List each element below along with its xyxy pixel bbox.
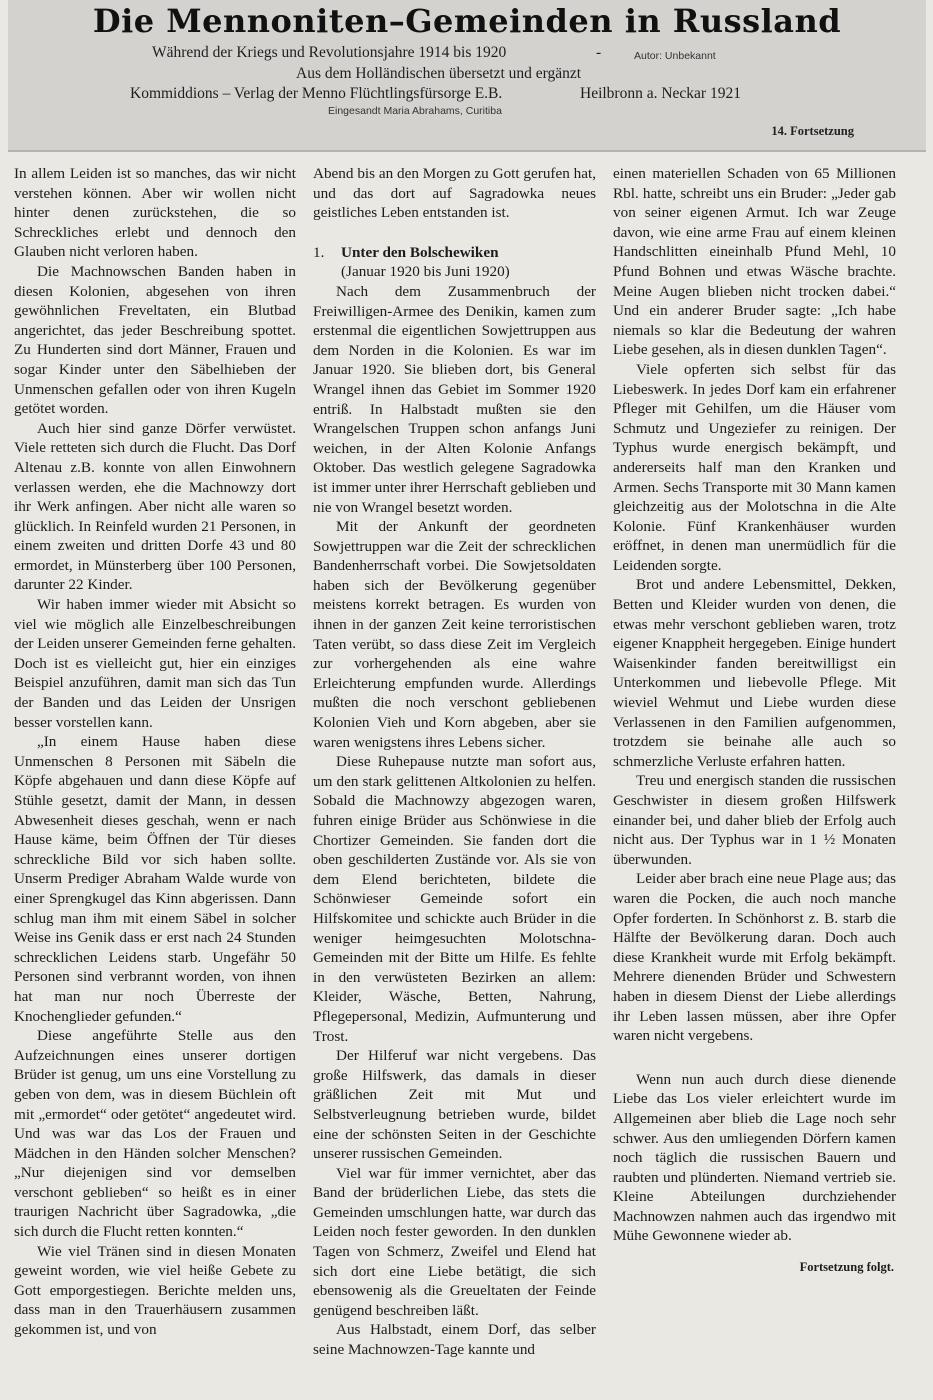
subtitle: Während der Kriegs und Revolutionsjahre 1914 bis 1920: [152, 44, 507, 61]
section-heading: [313, 243, 596, 263]
paragraph: Diese angeführte Stelle aus den Aufzeichnungen eines unserer dortigen Brüder ist genug, um uns eine Vorstellung zu geben von dem, was in diesem Büchlein oft mit „ermordet“ oder getötet“ angedeutet wird. Und was war das Los der Frauen und Mädchen in den Händen solcher Menschen? „Nur diejenigen sind vor demselben verschont geblieben“ so heißt es in einer traurigen Nachricht über Sagradowka, „die sich durch die Flucht retten konnten.“: [14, 1027, 296, 1241]
quote-paragraph: „In einem Hause haben diese Unmenschen 8 Personen mit Säbeln die Köpfe abgehauen und dann diese Köpfe auf Stühle gesetzt, damit der Mann, in dessen Abwesenheit dieses geschah, wenn er nach Hause käme, beim Öffnen der Tür dieses schreckliche Bild vor sich haben sollte. Unserm Prediger Abraham Walde wurde von einer Sprengkugel das Kinn abgerissen. Dann schlug man ihm mit einem Säbel in solcher Weise ins Genik dass er erst nach 24 Stunden schrecklichen Leidens starb. Ungefähr 50 Personen sind verbrannt worden, von ihnen hat man nur noch Überreste der Knochenglieder gefunden.“: [14, 733, 296, 1025]
column-2: [313, 164, 596, 1360]
continuation-number: 14. Fortsetzung: [771, 124, 854, 138]
paragraph: Diese Ruhepause nutzte man sofort aus, um den stark gelittenen Altkolonien zu helfen. Sobald die Machnowzy abgezogen waren, fuhren einige Brüder aus Schönwiese in die Chortizer Gemeinden. Sie fanden dort die oben geschilderten Zustände vor. Als sie von dem Elend berichteten, bildete die Schönwieser Gemeinde sofort ein Hilfskomitee und schickte auch Brüder in die weniger heimgesuchten Molotschna-Gemeinden mit der Bitte um Hilfe. Es fehlte in den verwüsteten Bezirken an allem: Kleider, Wäsche, Betten, Nahrung, Pflegepersonal, Medizin, Aufmunterung und Trost.: [313, 753, 596, 1045]
paragraph: Wie viel Tränen sind in diesen Monaten geweint worden, wie viel heiße Gebete zu Gott emporgestiegen. Berichte melden uns, dass man in den Trauerhäusern zusammen gekommen ist, und von: [14, 1242, 296, 1339]
section-title: Unter den Bolschewiken: [341, 243, 499, 261]
paragraph: Die Machnowschen Banden haben in diesen Kolonien, abgesehen von ihren gewöhnlichen Freveltaten, ein Blutbad angerichtet, das jeder Beschreibung spottet. Zu Hunderten sind dort Männer, Frauen und sogar Kinder unter den Säbelhieben der Unmenschen gefallen oder von ihren Kugeln getötet worden.: [14, 262, 296, 418]
column-3: [613, 164, 896, 1278]
paragraph: Abend bis an den Morgen zu Gott gerufen hat, und das dort auf Sagradowka neues geistliches Leben entstanden ist.: [313, 165, 596, 222]
translation-note: Aus dem Holländischen übersetzt und ergänzt: [296, 65, 582, 82]
paragraph: Viele opferten sich selbst für das Liebeswerk. In jedes Dorf kam ein erfahrener Pfleger mit Gehilfen, um die Häuser vom Schmutz und Ungeziefer zu reinigen. Der Typhus wurde energisch bekämpft, und andererseits half man den Kranken und Armen. Sechs Transporte mit 30 Mann kamen gleichzeitig aus der Molotschna in die Alte Kolonie. Fünf Krankenhäuser wurden eröffnet, in denen man unermüdlich für die Leidenden sorgte.: [613, 360, 896, 574]
paragraph: Leider aber brach eine neue Plage aus; das waren die Pocken, die auch noch manche Opfer forderten. In Schönhorst z. B. starb die Hälfte der Bevölkerung daran. Doch auch diese Krankheit wurde mit Erfolg bekämpft. Mehrere dienenden Brüder und Schwestern haben in diesem Dienst der Liebe allerdings ihr Leben lassen müssen, aber ihre Opfer waren nicht vergebens.: [613, 870, 896, 1045]
paragraph: Wenn nun auch durch diese dienende Liebe das Los vieler erleichtert wurde im Allgemeinen aber blieb die Lage noch sehr schwer. Aus den umliegenden Dörfern kamen noch täglich die russischen Bauern und raubten und plünderten. Niemand vertrieb sie. Kleine Abteilungen durchziehender Machnowzen nahmen auch das irgendwo mit Mühe Gewonnene wieder ab.: [613, 1070, 896, 1245]
to-be-continued: Fortsetzung folgt.: [799, 1260, 894, 1275]
paragraph: Der Hilferuf war nicht vergebens. Das große Hilfswerk, das damals in dieser gräßlichen Zeit mit Mut und Selbstverleugnung betrieben wurde, bildet eine der schönsten Seiten in der Geschichte unserer russischen Gemeinden.: [313, 1047, 596, 1163]
paragraph: einen materiellen Schaden von 65 Millionen Rbl. hatte, schreibt uns ein Bruder: „Jeder gab von seiner eigenen Armut. Ich war Zeuge davon, wie eine arme Frau auf einem kleinen Handschlitten eineinhalb Pfund Mehl, 10 Pfund Bohnen und etwas Wäsche brachte. Meine Augen blieben nicht trocken dabei.“ Und ein anderer Bruder sagte: „Ich habe niemals so klar die Bedeutung der wahren Liebe gesehen, als in diesen dunklen Tagen“.: [613, 165, 896, 359]
author: Autor: Unbekannt: [634, 50, 716, 62]
paragraph: Wir haben immer wieder mit Absicht so viel wie möglich alle Einzelbeschreibungen der Leiden unserer Gemeinden ferne gehalten. Doch ist es vielleicht gut, hier ein einziges Beispiel anzuführen, damit man sich das Tun der Banden und das Leiden der Unsrigen besser vorstellen kann.: [14, 596, 296, 731]
paragraph: Mit der Ankunft der geordneten Sowjettruppen war die Zeit der schrecklichen Bandenherrschaft vorbei. Die Sowjetsoldaten haben sich der Bevölkerung gegenüber meistens korrekt betragen. Es wurden von ihnen in der ganzen Zeit keine terroristischen Taten verübt, so dass diese Zeit im Vergleich zur vorhergehenden als eine wahre Erleichterung empfunden wurde. Allerdings mußten die noch verschont gebliebenen Kolonien Vieh und Korn abgeben, aber sie waren wenigstens ihres Lebens sicher.: [313, 518, 596, 751]
article-header: [8, 0, 926, 152]
submitted-by: Eingesandt Maria Abrahams, Curitiba: [328, 105, 502, 117]
section-subtitle: (Januar 1920 bis Juni 1920): [341, 263, 510, 281]
paragraph: Aus Halbstadt, einem Dorf, das selber seine Machnowzen-Tage kannte und: [313, 1321, 596, 1359]
paragraph: In allem Leiden ist so manches, das wir nicht verstehen können. Aber wir wollen nicht hinter denen zurückstehen, die so Schreckliches erlebt und dennoch den Glauben nicht verloren haben.: [14, 165, 296, 261]
paragraph: Nach dem Zusammenbruch der Freiwilligen-Armee des Denikin, kamen zum erstenmal die eigentlichen Sowjettruppen aus dem Norden in die Kolonien. Es war im Januar 1920. Sie blieben dort, bis General Wrangel ihnen das Gebiet im Sommer 1920 entriß. In Halbstadt mußten sie den Wrangelschen Truppen schon anfangs Juni weichen, in der Alten Kolonie Anfangs Oktober. Das westlich gelegene Sagradowka ist immer unter ihrer Herrschaft geblieben und nie von Wrangel besetzt worden.: [313, 282, 596, 516]
paragraph: Viel war für immer vernichtet, aber das Band der brüderlichen Liebe, das stets die Gemeinden umschlungen hatte, war durch das Leiden noch fester geworden. In den dunklen Tagen von Schmerz, Zweifel und Elend hat sich dort eine Liebe betätigt, die sich ebensowenig als die Greueltaten der Feinde genügend beschreiben läßt.: [313, 1164, 596, 1319]
article-title: Die Mennoniten–Gemeinden in Russland: [92, 2, 842, 40]
paragraph: Auch hier sind ganze Dörfer verwüstet. Viele retteten sich durch die Flucht. Das Dorf Altenau z.B. konnte von allen Einwohnern verlassen werden, ehe die Machnowzy dort ihr Werk anfingen. Aber nicht alle waren so glücklich. In Reinfeld wurden 21 Personen, in einem zweiten und dritten Dorfe 43 und 80 ermordet, in Münsterberg über 100 Personen, darunter 22 Kinder.: [14, 419, 296, 594]
paragraph: Brot und andere Lebensmittel, Dekken, Betten und Kleider wurden von denen, die etwas mehr verschont geblieben waren, trotz eigener Knappheit hergegeben. Einige hundert Waisenkinder fanden bereitwilligst ein Unterkommen und liebevolle Pflege. Mit wieviel Wehmut und Liebe wurden diese Verlassenen in den Familien aufgenommen, trotzdem sie beinahe alle auch so schmerzliche Verluste erfahren hatten.: [613, 576, 896, 770]
header-dash: -: [596, 44, 602, 61]
column-1: [14, 164, 296, 1340]
paragraph: Treu und energisch standen die russischen Geschwister in diesem großen Hilfswerk einander bei, und daher blieb der Erfolg auch nicht aus. Der Typhus war in 1 ½ Monaten überwunden.: [613, 772, 896, 868]
publisher: Kommiddions – Verlag der Menno Flüchtlingsfürsorge E.B.: [130, 85, 503, 102]
section-number: 1.: [313, 243, 325, 261]
place-year: Heilbronn a. Neckar 1921: [580, 85, 741, 102]
